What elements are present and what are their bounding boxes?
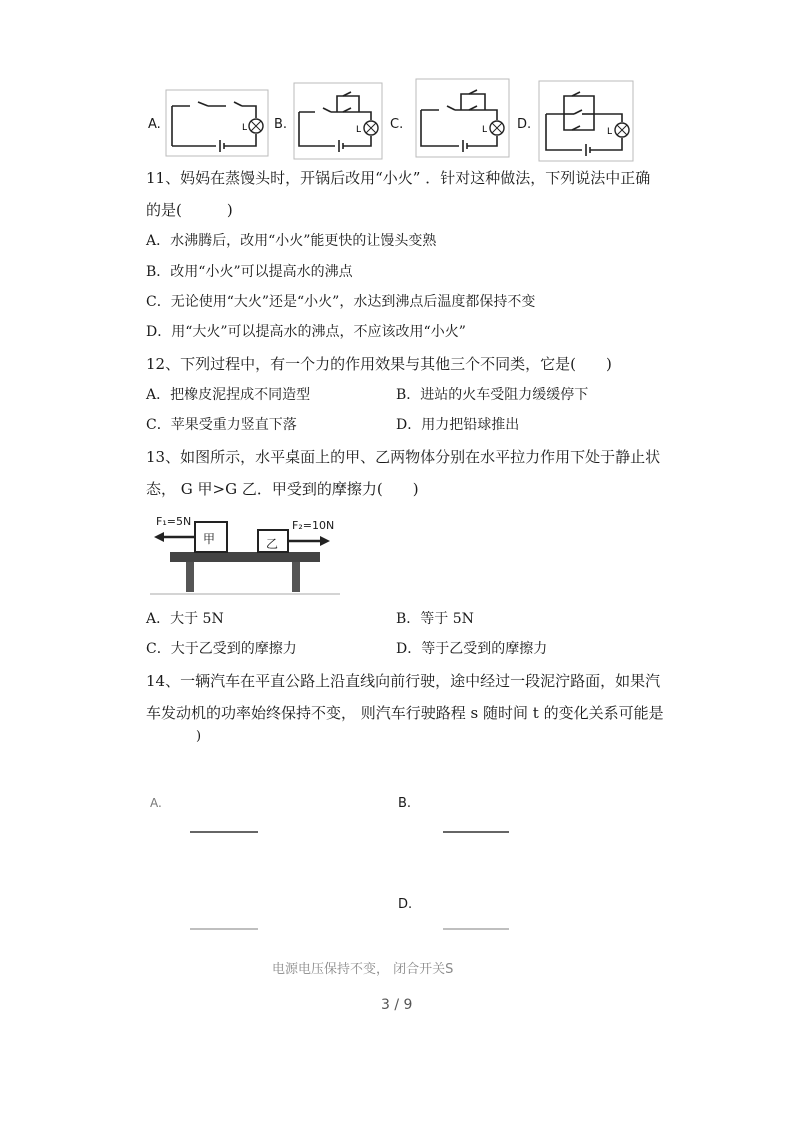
lamp-label-d: L [607,127,613,137]
q13-option-a: A．大于 5N [146,611,224,627]
q14-graph-c-axis [190,922,260,932]
q14-stem-line-3: ) [196,729,202,744]
lamp-label: L [242,123,248,133]
circuit-option-b-label: B. [274,117,288,132]
q13-force-f2-label: F₂=10N [292,519,335,532]
q14-option-b-label: B. [398,796,412,811]
q12-option-c: C．苹果受重力竖直下落 [146,417,297,433]
q13-stem-line-1: 13、如图所示，水平桌面上的甲、乙两物体分别在水平拉力作用下处于静止状 [146,448,661,466]
q13-option-d: D．等于乙受到的摩擦力 [396,641,548,657]
q12-option-a: A．把橡皮泥捏成不同造型 [146,387,311,403]
q11-stem-line-1: 11、妈妈在蒸馒头时，开锅后改用“小火” ．针对这种做法，下列说法中正确 [146,169,651,187]
circuit-diagram-a [164,88,270,158]
q13-option-c: C．大于乙受到的摩擦力 [146,641,297,657]
q11-stem-line-2: 的是( ) [146,201,233,219]
circuit-option-c-label: C. [390,117,404,132]
q12-option-d: D．用力把铅球推出 [396,417,520,433]
q14-stem-line-1: 14、一辆汽车在平直公路上沿直线向前行驶，途中经过一段泥泞路面，如果汽 [146,672,661,690]
q11-option-a: A．水沸腾后，改用“小火”能更快的让馒头变熟 [146,233,437,249]
circuit-diagram-b [293,82,383,160]
q13-force-f1-label: F₁=5N [156,515,192,528]
q13-block-a-label: 甲 [203,532,216,546]
q13-stem-line-2: 态， G 甲>G 乙．甲受到的摩擦力( ) [146,480,419,498]
q13-block-b-label: 乙 [266,537,279,551]
q11-option-b: B．改用“小火”可以提高水的沸点 [146,264,353,280]
q12-stem: 12、下列过程中，有一个力的作用效果与其他三个不同类，它是( ) [146,355,612,373]
q14-option-d-label: D. [398,897,413,912]
circuit-option-d-label: D. [517,117,532,132]
circuit-diagram-d [538,80,634,162]
q14-graph-d-axis [443,922,513,932]
q14-graph-a-axis [190,825,260,835]
q14-option-a-label: A. [150,796,162,810]
circuit-option-a-label: A. [148,117,161,132]
q14-stem-line-2: 车发动机的功率始终保持不变， 则汽车行驶路程 s 随时间 t 的变化关系可能是 [146,704,664,722]
q14-graph-b-axis [443,825,513,835]
faded-bleed-text: 电源电压保持不变， 闭合开关S [272,962,454,977]
q13-option-b: B．等于 5N [396,611,474,627]
page-number: 3 / 9 [381,997,413,1013]
q11-option-c: C．无论使用“大火”还是“小火”，水达到沸点后温度都保持不变 [146,294,536,310]
lamp-label-b: L [356,125,362,135]
lamp-label-c: L [482,125,488,135]
q12-option-b: B．进站的火车受阻力缓缓停下 [396,387,589,403]
q11-option-d: D．用“大火”可以提高水的沸点，不应该改用“小火” [146,324,466,340]
circuit-diagram-c [415,78,510,158]
